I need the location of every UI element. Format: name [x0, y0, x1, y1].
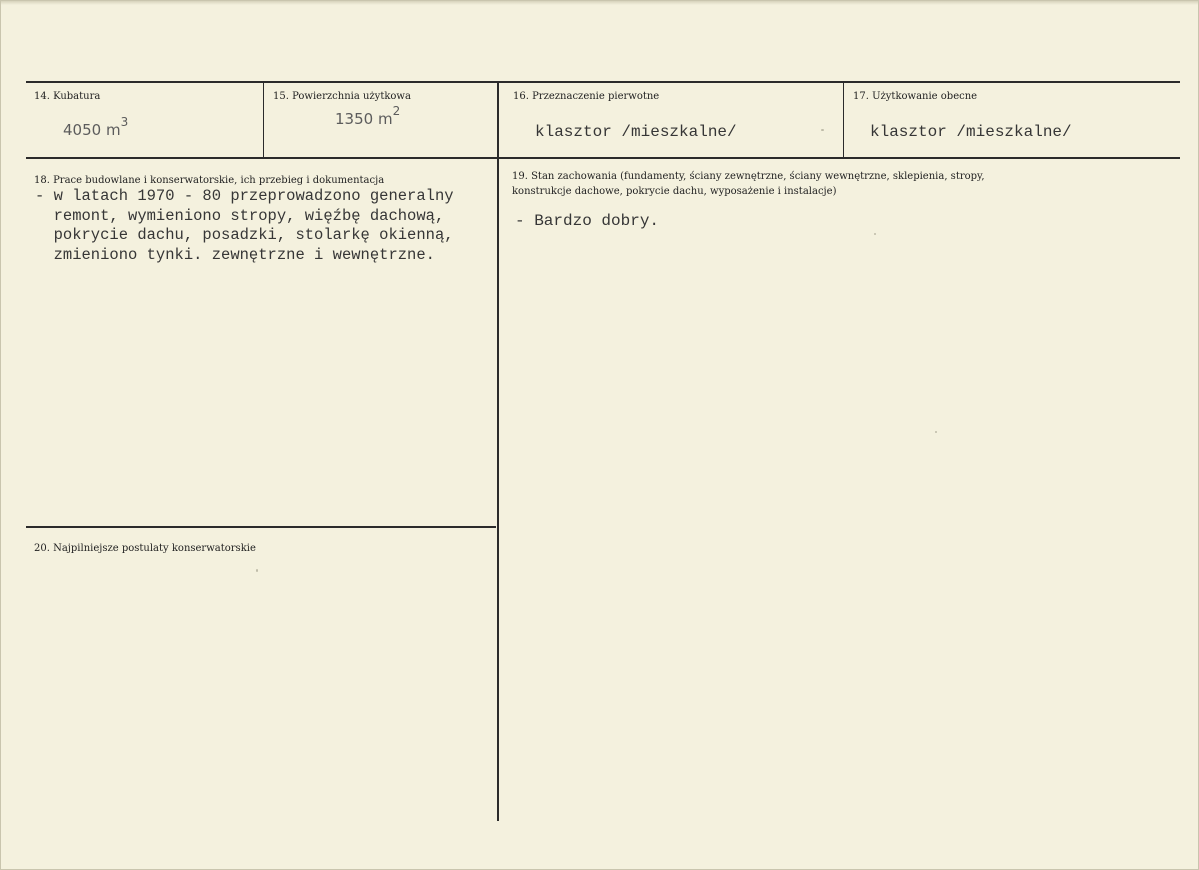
- field-19-label-line2: konstrukcje dachowe, pokrycie dachu, wyposażenie i instalacje): [512, 186, 837, 197]
- field-15-label: 15. Powierzchnia użytkowa: [273, 91, 411, 102]
- field-14-value-text: 4050 m: [63, 121, 121, 139]
- card-top-edge: [1, 1, 1198, 5]
- field-15-value: [335, 104, 401, 128]
- field-19-value: - Bardzo dobry.: [515, 212, 660, 230]
- field-17-label: 17. Użytkowanie obecne: [853, 91, 978, 102]
- divider-16-17: [843, 82, 844, 158]
- field-18-label: 18. Prace budowlane i konserwatorskie, ich przebieg i dokumentacja: [34, 175, 385, 186]
- paper-speck: [935, 431, 937, 433]
- field-16-label: 16. Przeznaczenie pierwotne: [513, 91, 660, 102]
- divider-14-15: [263, 82, 264, 158]
- field18-bottom-rule: [26, 526, 496, 528]
- divider-15-16: [497, 82, 499, 821]
- field-14-exponent: 3: [120, 115, 129, 129]
- field-18-value: - w latach 1970 - 80 przeprowadzono generalny remont, wymieniono stropy, więźbę dachową, pokrycie dachu, posadzki, stolarkę okienną, zmieniono tynki. zewnętrzne i wewnętrzne.: [35, 187, 454, 264]
- field-14-value: [63, 115, 129, 139]
- field-15-exponent: 2: [392, 104, 401, 118]
- field-16-value: klasztor /mieszkalne/: [535, 123, 737, 141]
- field-19-label-line1: 19. Stan zachowania (fundamenty, ściany zewnętrzne, ściany wewnętrzne, sklepienia, stropy,: [512, 171, 985, 182]
- paper-speck: [874, 233, 876, 235]
- paper-speck: [821, 129, 824, 131]
- field-15-value-text: 1350 m: [335, 110, 393, 128]
- top-rule: [26, 81, 1180, 83]
- field-14-label: 14. Kubatura: [34, 91, 101, 102]
- field-20-label: 20. Najpilniejsze postulaty konserwatorskie: [34, 543, 256, 554]
- field-17-value: klasztor /mieszkalne/: [870, 123, 1072, 141]
- paper-speck: [256, 569, 258, 572]
- row1-bottom-rule: [26, 157, 1180, 159]
